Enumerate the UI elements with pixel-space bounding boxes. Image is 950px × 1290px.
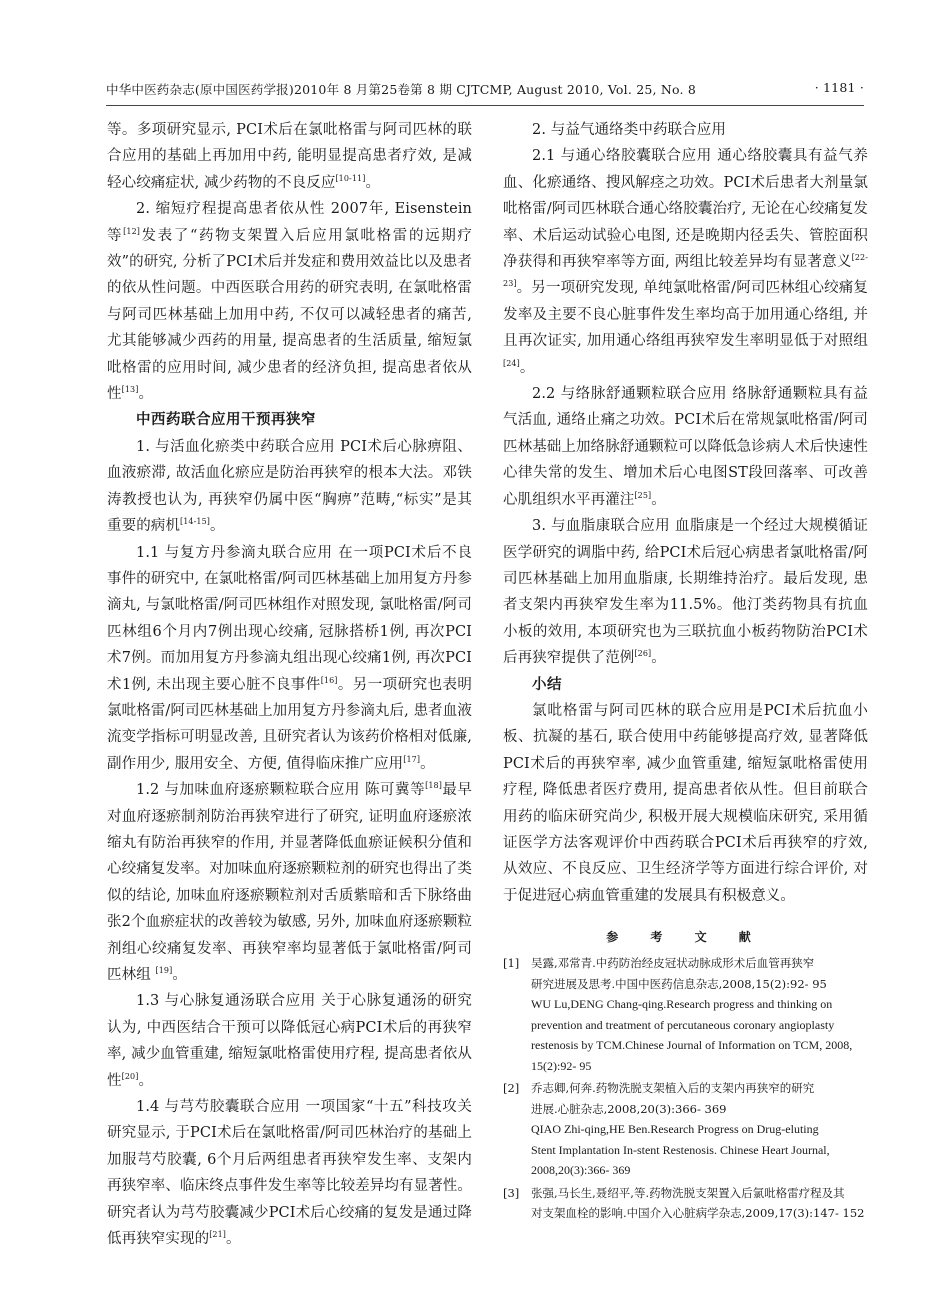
reference-item: [1] 吴露,邓常青.中药防治经皮冠状动脉成形术后血管再狭窄 研究进展及思考.中国中医药信息杂志,2008,15(2):92- 95 WU Lu,DENG Chang-qing.Research progress and thinking on prevention and treatment of percutaneous coronary angioplasty restenosis by TCM.Chinese Journal of Information on TCM, 2008, 15(2):92- 95 <box>503 953 868 1076</box>
citation: [20] <box>121 1071 139 1081</box>
left-column <box>107 117 472 1252</box>
paragraph: 1.4 与芎芍胶囊联合应用 一项国家“十五”科技攻关研究显示, 于PCI术后在氯吡格雷/阿司匹林治疗的基础上加服芎芍胶囊, 6个月后两组患者再狭窄发生率、支架内再狭窄率、临床终点事件发生率等比较差异均有显著性。研究者认为芎芍胶囊减少PCI术后心绞痛的复发是通过降低再狭窄实现的[21]。 <box>107 1099 472 1248</box>
page-number: · 1181 · <box>814 80 864 95</box>
paragraph: 3. 与血脂康联合应用 血脂康是一个经过大规模循证医学研究的调脂中药, 给PCI术后冠心病患者氯吡格雷/阿司匹林基础上加用血脂康, 长期维持治疗。最后发现, 患者支架内再狭窄发生率为11.5%。他汀类药物具有抗血小板的效用, 本项研究也为三联抗血小板药物防治PCI术后再狭窄提供了范例[26]。 <box>503 518 868 667</box>
subsection-heading: 2. 与益气通络类中药联合应用 <box>532 122 726 138</box>
citation: [24] <box>503 358 520 368</box>
references-title: 参 考 文 献 <box>606 930 765 945</box>
paragraph: 2.2 与络脉舒通颗粒联合应用 络脉舒通颗粒具有益气活血, 通络止痛之功效。PCI术后在常规氯吡格雷/阿司匹林基础上加络脉舒通颗粒可以降低急诊病人术后快速性心律失常的发生、增加术后心电图ST段回落率、可改善心肌组织水平再灌注[25]。 <box>503 386 868 508</box>
citation: [19] <box>155 966 173 976</box>
right-column <box>503 117 868 1226</box>
citation: [14-15] <box>180 517 211 527</box>
citation: [17] <box>403 754 421 764</box>
citation: [10-11] <box>335 173 366 183</box>
citation: [25] <box>634 490 652 500</box>
journal-citation: 中华中医药杂志(原中国医药学报)2010年 8 月第25卷第 8 期 CJTCMP, August 2010, Vol. 25, No. 8 <box>106 82 696 97</box>
paragraph: 2.1 与通心络胶囊联合应用 通心络胶囊具有益气养血、化瘀通络、搜风解痉之功效。PCI术后患者大剂量氯吡格雷/阿司匹林联合通心络胶囊治疗, 无论在心绞痛复发率、术后运动试验心电图, 还是晚期内径丢失、管腔面积净获得和再狭窄率等方面, 两组比较差异均有显著意义[22-23]。另一项研究发现, 单纯氯吡格雷/阿司匹林组心绞痛复发率及主要不良心脏事件发生率均高于加用通心络组, 并且再次证实, 加用通心络组再狭窄发生率明显低于对照组[24]。 <box>503 148 868 376</box>
paragraph: 1.3 与心脉复通汤联合应用 关于心脉复通汤的研究认为, 中西医结合干预可以降低冠心病PCI术后的再狭窄率, 减少血管重建, 缩短氯吡格雷使用疗程, 提高患者依从性[20]。 <box>107 993 472 1089</box>
paragraph: 1. 与活血化瘀类中药联合应用 PCI术后心脉痹阻、血液瘀滞, 故活血化瘀应是防治再狭窄的根本大法。邓铁涛教授也认为, 再狭窄仍属中医“胸痹”范畴,“标实”是其重要的病机[14-15]。 <box>107 438 472 535</box>
citation: [18] <box>425 781 442 791</box>
paragraph: 2. 缩短疗程提高患者依从性 2007年, Eisenstein等[12]发表了“药物支架置入后应用氯吡格雷的远期疗效”的研究, 分析了PCI术后并发症和费用效益比以及患者的依从性问题。中西医联合用药的研究表明, 在氯吡格雷与阿司匹林基础上加用中药, 不仅可以减轻患者的痛苦, 尤其能够减少西药的用量, 提高患者的生活质量, 缩短氯吡格雷的应用时间, 减少患者的经济负担, 提高患者依从性[13]。 <box>107 201 473 403</box>
reference-number: [1] <box>503 956 520 971</box>
running-header <box>106 76 864 102</box>
citation: [26] <box>634 649 652 659</box>
paragraph: 等。多项研究显示, PCI术后在氯吡格雷与阿司匹林的联合应用的基础上再加用中药, 能明显提高患者疗效, 是减轻心绞痛症状, 减少药物的不良反应[10-11]。 <box>107 122 472 191</box>
reference-item: [2] 乔志卿,何奔.药物洗脱支架植入后的支架内再狭窄的研究 进展.心脏杂志,2008,20(3):366- 369 QIAO Zhi-qing,HE Ben.Research Progress on Drug-eluting Stent Implantation In-stent Restenosis. Chinese Heart Journal, 2008,20(3):366- 369 <box>503 1078 868 1181</box>
reference-number: [3] <box>503 1185 520 1200</box>
citation: [12] <box>123 226 140 236</box>
citation: [13] <box>121 385 139 395</box>
section-heading: 小结 <box>532 675 562 693</box>
header-rule <box>106 105 864 106</box>
reference-item: [3] 张强,马长生,聂绍平,等.药物洗脱支架置入后氯吡格雷疗程及其 对支架血栓的影响.中国介入心脏病学杂志,2009,17(3):147- 152 <box>503 1183 868 1224</box>
citation: [16] <box>320 675 338 685</box>
paragraph: 1.1 与复方丹参滴丸联合应用 在一项PCI术后不良事件的研究中, 在氯吡格雷/阿司匹林基础上加用复方丹参滴丸, 与氯吡格雷/阿司匹林组作对照发现, 氯吡格雷/阿司匹林组6个月内7例出现心绞痛, 冠脉搭桥1例, 再次PCI术7例。而加用复方丹参滴丸组出现心绞痛1例, 再次PCI术1例, 未出现主要心脏不良事件[16]。另一项研究也表明氯吡格雷/阿司匹林基础上加用复方丹参滴丸后, 患者血液流变学指标可明显改善, 且研究者认为该药价格相对低廉, 副作用少, 服用安全、方便, 值得临床推广应用[17]。 <box>107 544 472 772</box>
paragraph: 氯吡格雷与阿司匹林的联合应用是PCI术后抗血小板、抗凝的基石, 联合使用中药能够提高疗效, 显著降低PCI术后的再狭窄率, 减少血管重建, 缩短氯吡格雷使用疗程, 降低患者医疗费用, 提高患者依从性。但目前联合用药的临床研究尚少, 积极开展大规模临床研究, 采用循证医学方法客观评价中西药联合PCI术后再狭窄的疗效, 从效应、不良反应、卫生经济学等方面进行综合评价, 对于促进冠心病血管重建的发展具有积极意义。 <box>503 702 868 904</box>
citation: [22-23] <box>503 253 868 289</box>
paragraph: 1.2 与加味血府逐瘀颗粒联合应用 陈可冀等[18]最早对血府逐瘀制剂防治再狭窄进行了研究, 证明血府逐瘀浓缩丸有防治再狭窄的作用, 并显著降低血瘀证候积分值和心绞痛复发率。对加味血府逐瘀颗粒剂的研究也得出了类似的结论, 加味血府逐瘀颗粒剂对舌质紫暗和舌下脉络曲张2个血瘀症状的改善较为敏感, 另外, 加味血府逐瘀颗粒剂组心绞痛复发率、再狭窄率均显著低于氯吡格雷/阿司匹林组 [19]。 <box>107 781 472 983</box>
reference-number: [2] <box>503 1081 520 1096</box>
section-heading: 中西药联合应用干预再狭窄 <box>136 411 316 429</box>
citation: [21] <box>209 1230 227 1240</box>
